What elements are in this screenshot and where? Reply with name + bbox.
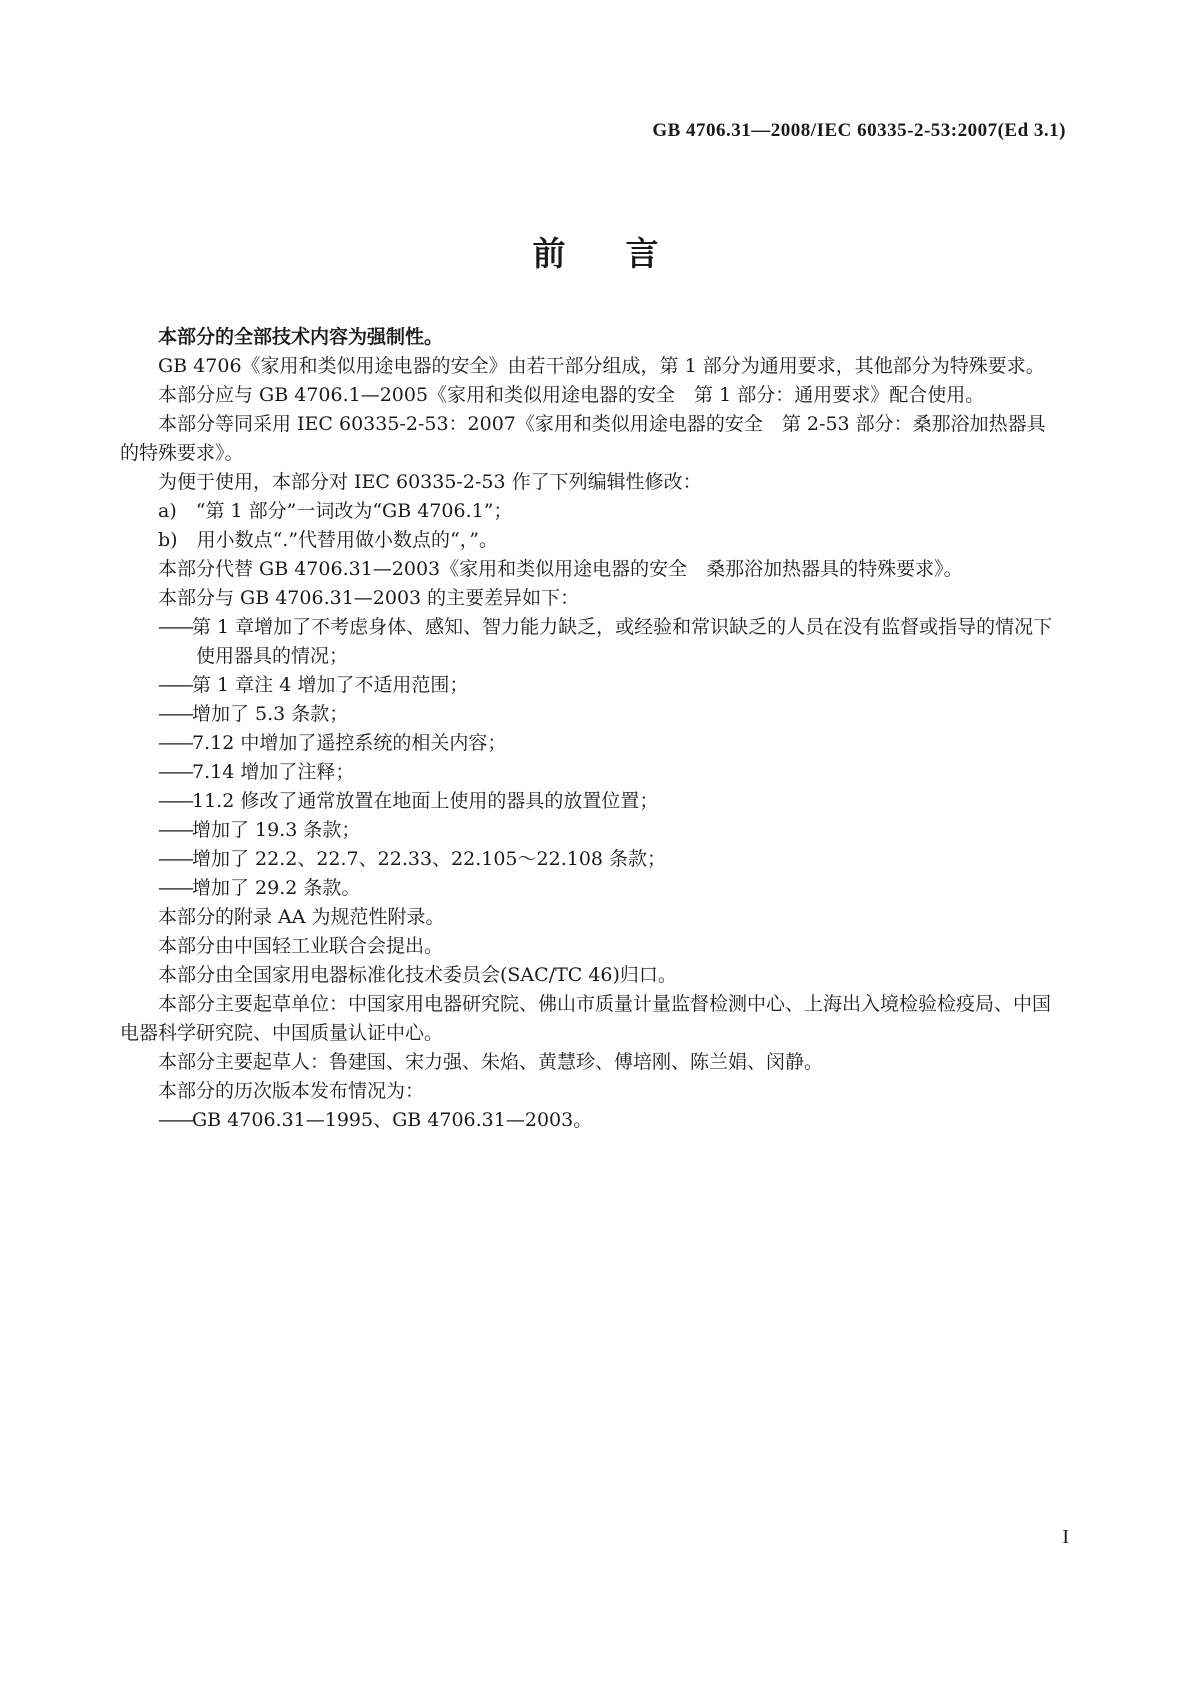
- dash-marker: ——: [158, 819, 192, 841]
- dash-item-text: 11.2 修改了通常放置在地面上使用的器具的放置位置；: [192, 790, 659, 812]
- dash-item-text: 增加了 22.2、22.7、22.33、22.105～22.108 条款；: [192, 848, 667, 870]
- paragraph-centralized-by: 本部分由全国家用电器标准化技术委员会(SAC/TC 46)归口。: [158, 964, 677, 986]
- list-item-a: a) “第 1 部分”一词改为“GB 4706.1”；: [158, 500, 513, 522]
- list-item-b: b) 用小数点“.”代替用做小数点的“，”。: [158, 529, 498, 551]
- paragraph-mandatory-statement: 本部分的全部技术内容为强制性。: [158, 326, 444, 348]
- dash-item-text: 第 1 章注 4 增加了不适用范围；: [192, 674, 469, 696]
- dash-marker: ——: [158, 1109, 192, 1131]
- dash-item: [120, 787, 1060, 816]
- dash-item: [120, 816, 1060, 845]
- dash-marker: ——: [158, 703, 192, 725]
- dash-item: [120, 845, 1060, 874]
- paragraph-proposed-by: 本部分由中国轻工业联合会提出。: [158, 935, 444, 957]
- paragraph-series-composition: GB 4706《家用和类似用途电器的安全》由若干部分组成，第 1 部分为通用要求，其他部分为特殊要求。: [158, 355, 1045, 377]
- dash-item: [120, 874, 1060, 903]
- dash-item: [120, 671, 1060, 700]
- foreword-body: [120, 323, 1060, 1135]
- dash-item: [120, 700, 1060, 729]
- dash-marker: ——: [158, 674, 192, 696]
- dash-item-text: GB 4706.31—1995、GB 4706.31—2003。: [192, 1109, 593, 1131]
- paragraph-identical-adoption: 本部分等同采用 IEC 60335-2-53：2007《家用和类似用途电器的安全 第 2-53 部分：桑那浴加热器具的特殊要求》。: [120, 413, 1046, 464]
- dash-marker: ——: [158, 877, 192, 899]
- dash-item-text: 增加了 29.2 条款。: [192, 877, 361, 899]
- dash-marker: ——: [158, 616, 192, 638]
- dash-item: [120, 729, 1060, 758]
- page-number: I: [1062, 1526, 1069, 1548]
- dash-item-text: 7.14 增加了注释；: [192, 761, 355, 783]
- dash-marker: ——: [158, 732, 192, 754]
- dash-item: [120, 1106, 1060, 1135]
- paragraph-annex: 本部分的附录 AA 为规范性附录。: [158, 906, 445, 928]
- paragraph-drafters: 本部分主要起草人：鲁建国、宋力强、朱焰、黄慧珍、傅培刚、陈兰娟、闵静。: [158, 1051, 824, 1073]
- paragraph-main-differences: 本部分与 GB 4706.31—2003 的主要差异如下：: [158, 587, 580, 609]
- paragraph-replaces: 本部分代替 GB 4706.31—2003《家用和类似用途电器的安全 桑那浴加热器具的特殊要求》。: [158, 558, 963, 580]
- dash-marker: ——: [158, 790, 192, 812]
- paragraph-editorial-changes: 为便于使用，本部分对 IEC 60335-2-53 作了下列编辑性修改：: [158, 471, 702, 493]
- standard-code-header: GB 4706.31—2008/IEC 60335-2-53:2007(Ed 3.1): [652, 120, 1066, 141]
- dash-item: [120, 613, 1060, 671]
- dash-marker: ——: [158, 761, 192, 783]
- dash-marker: ——: [158, 848, 192, 870]
- dash-item: [120, 758, 1060, 787]
- dash-item-text: 第 1 章增加了不考虑身体、感知、智力能力缺乏，或经验和常识缺乏的人员在没有监督或指导的情况下使用器具的情况；: [192, 616, 1053, 667]
- dash-item-text: 7.12 中增加了遥控系统的相关内容；: [192, 732, 507, 754]
- dash-item-text: 增加了 5.3 条款；: [192, 703, 349, 725]
- paragraph-version-history: 本部分的历次版本发布情况为：: [158, 1080, 425, 1102]
- dash-item-text: 增加了 19.3 条款；: [192, 819, 361, 841]
- page-title: 前言: [532, 234, 719, 273]
- paragraph-use-with-part1: 本部分应与 GB 4706.1—2005《家用和类似用途电器的安全 第 1 部分：通用要求》配合使用。: [158, 384, 985, 406]
- paragraph-drafting-units: 本部分主要起草单位：中国家用电器研究院、佛山市质量计量监督检测中心、上海出入境检验检疫局、中国电器科学研究院、中国质量认证中心。: [120, 993, 1052, 1044]
